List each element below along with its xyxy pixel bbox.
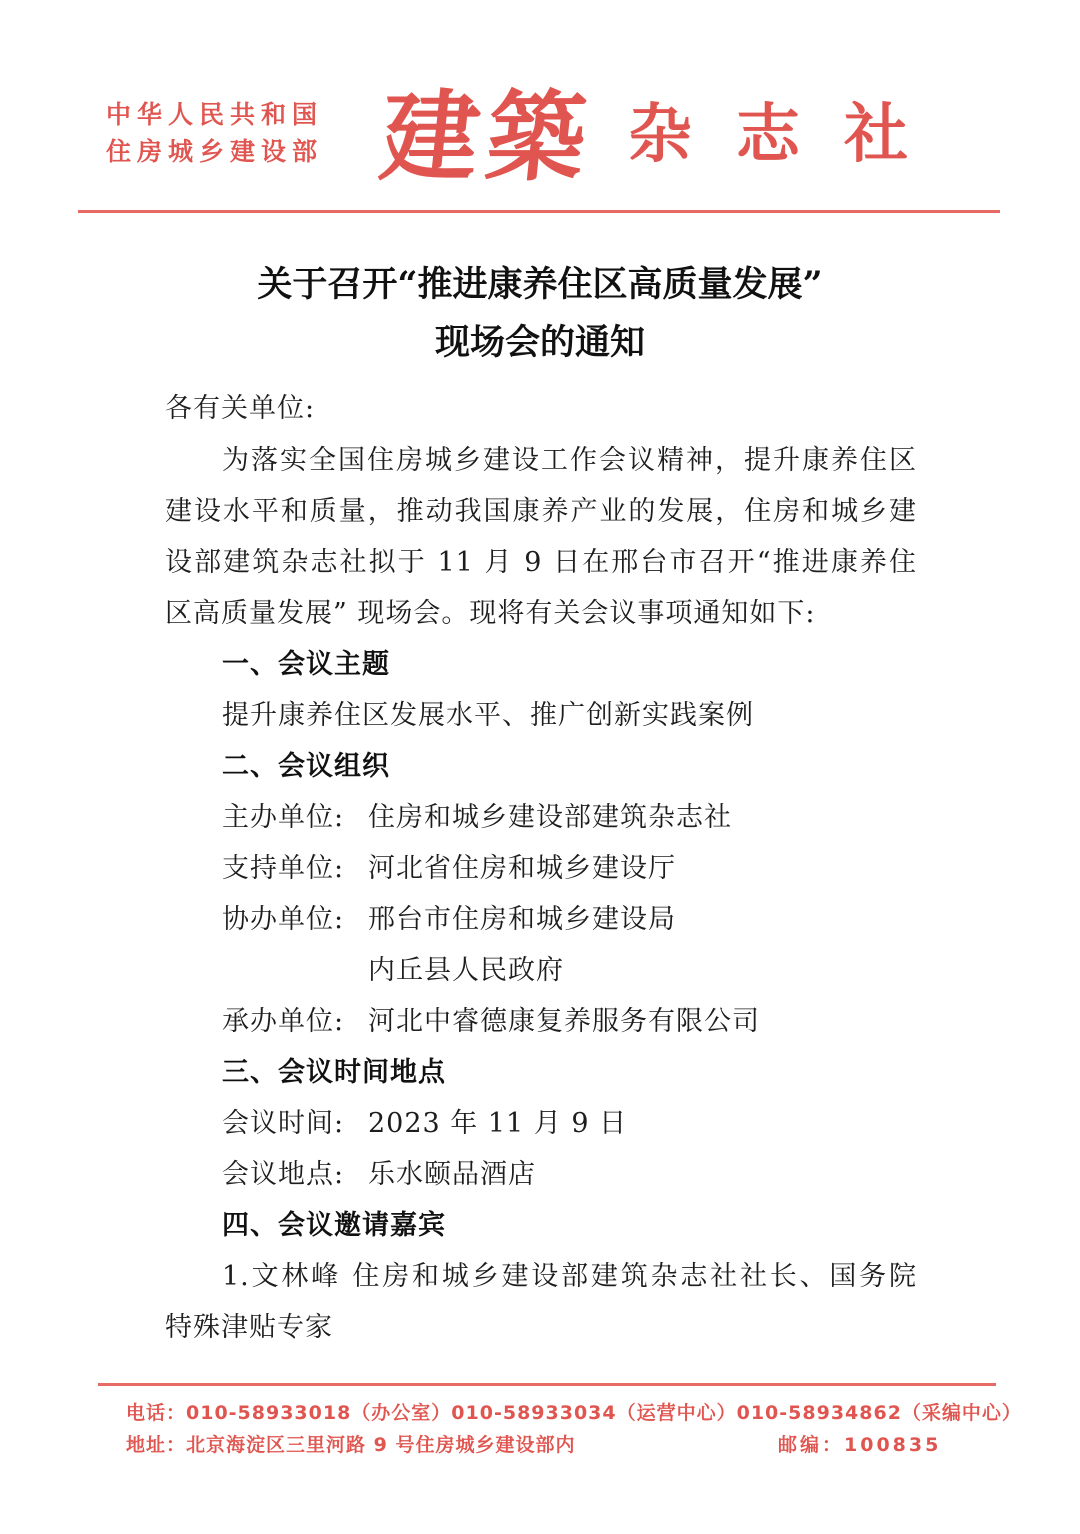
- organizer-value: 河北中睿德康复养服务有限公司: [368, 1006, 760, 1037]
- section-heading-guests: 四、会议邀请嘉宾: [222, 1210, 446, 1241]
- place-label: 会议地点:: [222, 1159, 345, 1190]
- footer-phone: 电话：010-58933018（办公室）010-58933034（运营中心）010-58934862（采编中心）: [126, 1402, 1022, 1424]
- letterhead-org-line2: 住房城乡建设部: [106, 137, 324, 166]
- guest-1-line-1: 1.文林峰 住房和城乡建设部建筑杂志社社长、国务院: [222, 1261, 917, 1292]
- intro-line-1: 为落实全国住房城乡建设工作会议精神，提升康养住区: [222, 445, 917, 476]
- support-value: 河北省住房和城乡建设厅: [368, 853, 676, 884]
- footer-divider: [98, 1383, 996, 1386]
- letterhead-org-line1: 中华人民共和国: [106, 100, 324, 129]
- co-organizer-label: 协办单位:: [222, 904, 345, 935]
- intro-line-3: 设部建筑杂志社拟于 11 月 9 日在邢台市召开“推进康养住: [165, 547, 917, 578]
- time-value: 2023 年 11 月 9 日: [368, 1108, 628, 1139]
- co-organizer-value-2: 内丘县人民政府: [368, 955, 564, 986]
- host-value: 住房和城乡建设部建筑杂志社: [368, 802, 732, 833]
- intro-line-2: 建设水平和质量，推动我国康养产业的发展，住房和城乡建: [165, 496, 917, 527]
- host-label: 主办单位:: [222, 802, 345, 833]
- organizer-label: 承办单位:: [222, 1006, 345, 1037]
- time-label: 会议时间:: [222, 1108, 345, 1139]
- section-heading-time-place: 三、会议时间地点: [222, 1057, 446, 1088]
- theme-text: 提升康养住区发展水平、推广创新实践案例: [222, 700, 754, 731]
- intro-line-4: 区高质量发展” 现场会。现将有关会议事项通知如下:: [165, 598, 816, 629]
- salutation: 各有关单位:: [165, 393, 316, 424]
- footer-address: 地址：北京海淀区三里河路 9 号住房城乡建设部内: [126, 1434, 576, 1456]
- co-organizer-value-1: 邢台市住房和城乡建设局: [368, 904, 676, 935]
- place-value: 乐水颐品酒店: [368, 1159, 536, 1190]
- footer-postcode: 邮编：100835: [778, 1434, 942, 1456]
- guest-1-line-2: 特殊津贴专家: [165, 1312, 333, 1343]
- letterhead-brand: [375, 74, 953, 195]
- brand-calligraphy: 建築: [375, 79, 600, 195]
- letterhead-divider: [78, 210, 1000, 213]
- section-heading-theme: 一、会议主题: [222, 649, 390, 680]
- section-heading-organization: 二、会议组织: [222, 751, 390, 782]
- letterhead-org: [106, 96, 323, 170]
- title-line-2: 现场会的通知: [434, 322, 645, 363]
- title-line-1: 关于召开“推进康养住区高质量发展”: [257, 264, 823, 305]
- document-title: [0, 256, 1080, 372]
- support-label: 支持单位:: [222, 853, 345, 884]
- brand-suffix: 杂志社: [628, 98, 953, 172]
